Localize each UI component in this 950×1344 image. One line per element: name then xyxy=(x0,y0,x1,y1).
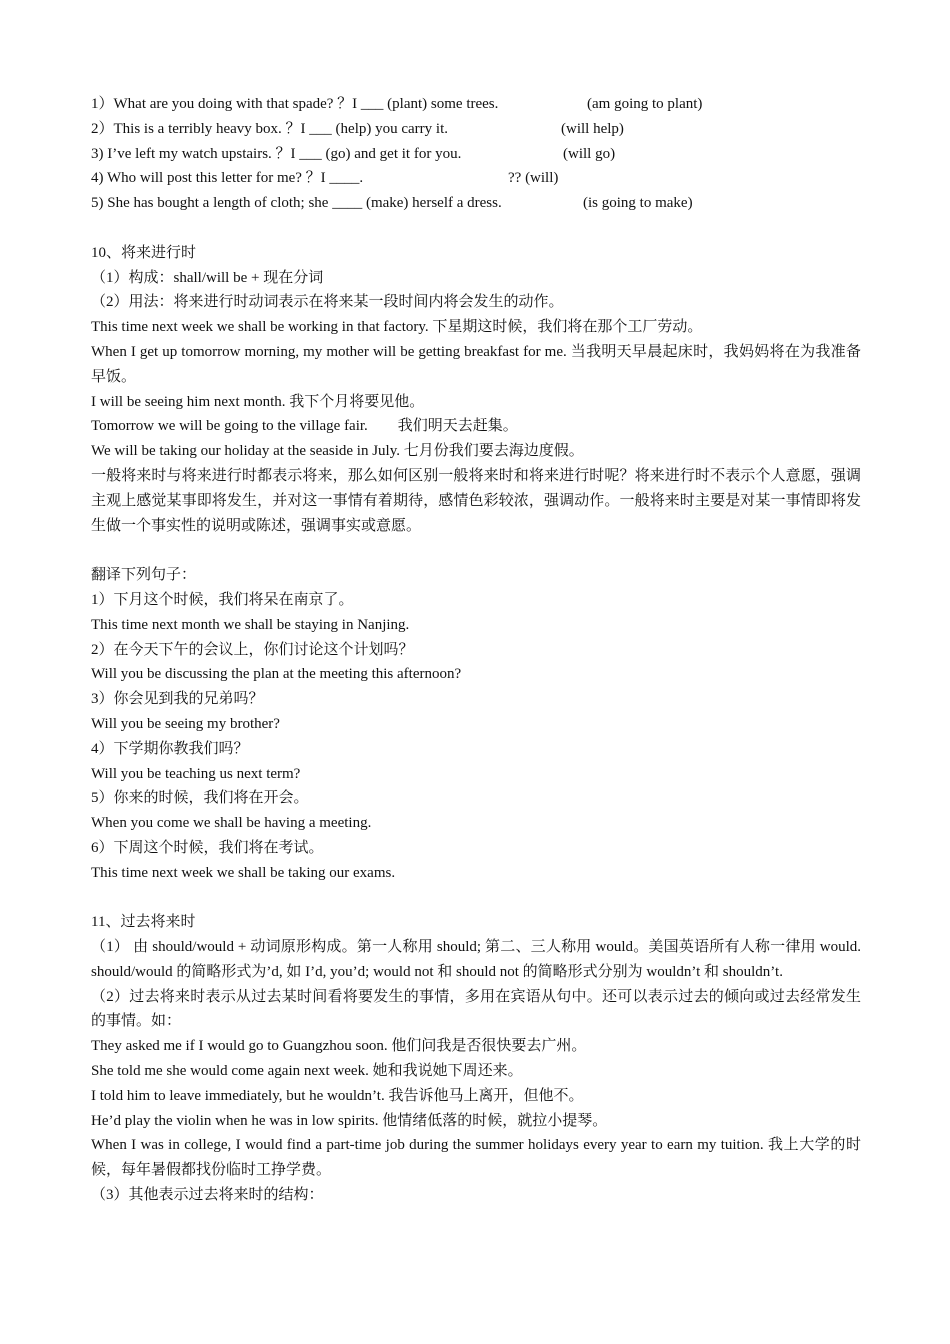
explanation-paragraph: 一般将来时与将来进行时都表示将来，那么如何区别一般将来时和将来进行时呢？将来进行时不表示个人意愿，强调主观上感觉某事即将发生，并对这一事情有着期待，感情色彩较浓，强调动作。一般将来时主要是对某一事情即将发生做一个事实性的说明或陈述，强调事实或意愿。 xyxy=(91,467,861,534)
section-usage: （2）过去将来时表示从过去某时间看将要发生的事情，多用在宾语从句中。还可以表示过去的倾向或过去经常发生的事情。如： xyxy=(91,988,861,1030)
example-sentence: She told me she would come again next week. 她和我说她下周还来。 xyxy=(91,1063,523,1080)
translate-prompt: 1）下月这个时候，我们将呆在南京了。 xyxy=(91,591,354,608)
translate-answer: Will you be teaching us next term? xyxy=(91,765,301,782)
exercise-question: 2）This is a terribly heavy box. ？I ___ (help) you carry it. xyxy=(91,120,448,137)
exercise-line xyxy=(91,166,861,191)
exercise-question: 5) She has bought a length of cloth; she ____ (make) herself a dress. xyxy=(91,195,502,212)
example-sentence: I will be seeing him next month. 我下个月将要见他。 xyxy=(91,393,425,410)
example-sentence: They asked me if I would go to Guangzhou soon. 他们问我是否很快要去广州。 xyxy=(91,1038,587,1055)
exercise-question: 3) I’ve left my watch upstairs. ？I ___ (go) and get it for you. xyxy=(91,145,462,162)
section-usage: （2）用法：将来进行时动词表示在将来某一段时间内将会发生的动作。 xyxy=(91,294,564,311)
exercise-answer: (will help) xyxy=(561,120,624,137)
exercise-line xyxy=(91,92,861,117)
translate-heading: 翻译下列句子： xyxy=(91,567,197,584)
translate-answer: Will you be discussing the plan at the meeting this afternoon? xyxy=(91,666,462,683)
exercise-answer: (is going to make) xyxy=(583,195,693,212)
translate-prompt: 6）下周这个时候，我们将在考试。 xyxy=(91,839,324,856)
spacer xyxy=(91,886,861,911)
section-heading: 11、过去将来时 xyxy=(91,914,196,931)
section-heading: 10、将来进行时 xyxy=(91,244,197,261)
spacer xyxy=(91,216,861,241)
translate-answer: Will you be seeing my brother? xyxy=(91,715,280,732)
example-sentence: I told him to leave immediately, but he wouldn’t. 我告诉他马上离开，但他不。 xyxy=(91,1087,584,1104)
example-sentence: This time next week we shall be working in that factory. 下星期这时候，我们将在那个工厂劳动。 xyxy=(91,319,703,336)
translate-prompt: 2）在今天下午的会议上，你们讨论这个计划吗？ xyxy=(91,641,414,658)
example-sentence: When I get up tomorrow morning, my mother will be getting breakfast for me. 当我明天早晨起床时，我妈妈将在为我准备早饭。 xyxy=(91,343,861,385)
example-sentence: When I was in college, I would find a part-time job during the summer holidays every year to earn my tuition. 我上大学的时候，每年暑假都找份临时工挣学费。 xyxy=(91,1137,861,1179)
exercise-answer: (will go) xyxy=(563,145,616,162)
exercise-question: 1）What are you doing with that spade? ？I ___ (plant) some trees. xyxy=(91,96,499,112)
exercise-line xyxy=(91,191,861,216)
exercise-answer: (am going to plant) xyxy=(587,96,703,112)
example-sentence: Tomorrow we will be going to the village fair. 我们明天去赶集。 xyxy=(91,418,518,435)
example-sentence: He’d play the violin when he was in low spirits. 他情绪低落的时候，就拉小提琴。 xyxy=(91,1112,608,1129)
translate-answer: This time next month we shall be staying in Nanjing. xyxy=(91,616,410,633)
exercise-answer: ?? (will) xyxy=(508,170,559,187)
exercise-line xyxy=(91,142,861,167)
translate-prompt: 4）下学期你教我们吗？ xyxy=(91,740,249,757)
exercise-line xyxy=(91,117,861,142)
translate-answer: When you come we shall be having a meeting. xyxy=(91,815,372,832)
section-subheading: （3）其他表示过去将来时的结构： xyxy=(91,1187,324,1204)
spacer xyxy=(91,538,861,563)
example-sentence: We will be taking our holiday at the seaside in July. 七月份我们要去海边度假。 xyxy=(91,443,584,460)
exercise-question: 4) Who will post this letter for me? ？I ____. xyxy=(91,170,364,187)
translate-prompt: 3）你会见到我的兄弟吗？ xyxy=(91,691,264,708)
document-page xyxy=(91,92,861,1208)
section-form: （1）构成：shall/will be + 现在分词 xyxy=(91,269,324,286)
section-form: （1） 由 should/would + 动词原形构成。第一人称用 should; 第二、三人称用 would。美国英语所有人称一律用 would. should/would 的简略形式为’d, 如 I’d, you’d; would not 和 should not 的简略形式分别为 wouldn’t 和 shouldn’t. xyxy=(91,939,861,980)
translate-answer: This time next week we shall be taking our exams. xyxy=(91,864,396,881)
translate-prompt: 5）你来的时候，我们将在开会。 xyxy=(91,790,309,807)
